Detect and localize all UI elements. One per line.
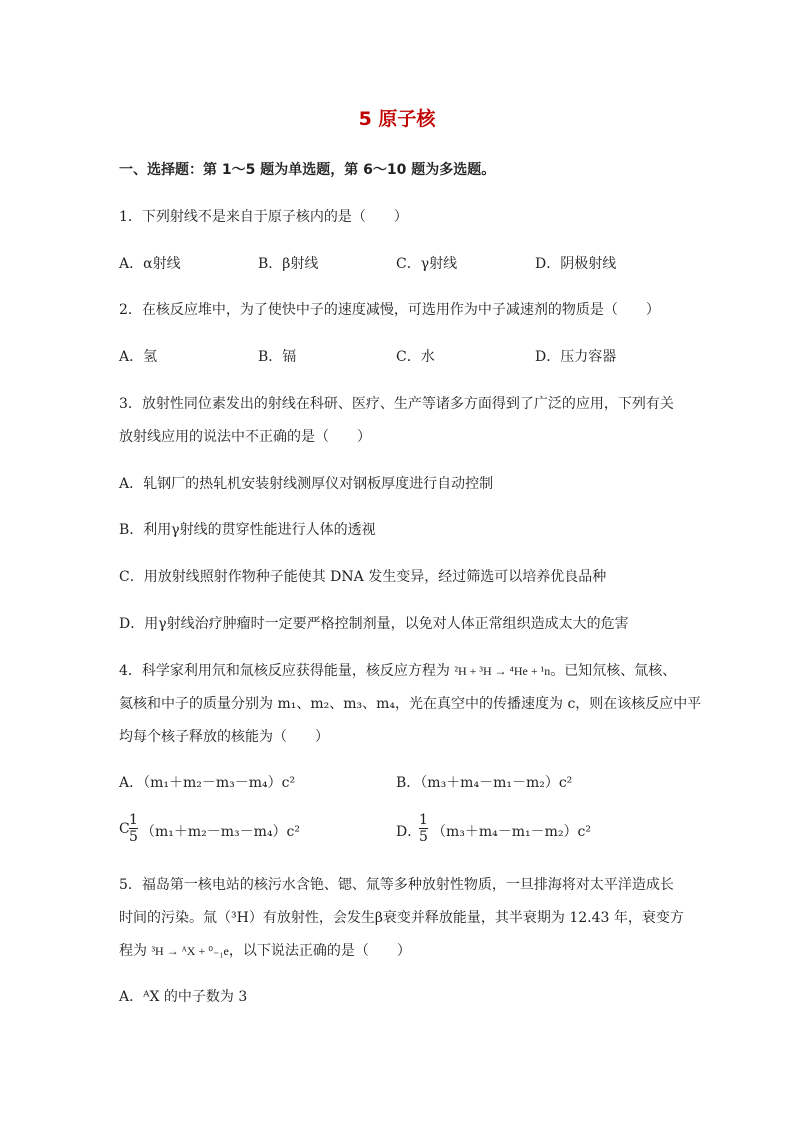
q4-stem-text-a: 4．科学家利用氘和氚核反应获得能量，核反应方程为 — [119, 663, 455, 679]
q5-decay-equation: ³H → ᴬX + ⁰₋₁e — [151, 944, 229, 958]
q3-option-c: C．用放射线照射作物种子能使其 DNA 发生变异，经过筛选可以培养优良品种 — [119, 569, 607, 585]
question-5-stem-line3 — [119, 940, 411, 960]
q2-option-a: A．氢 — [119, 349, 158, 365]
question-3-stem-line2: 放射线应用的说法中不正确的是（ ） — [119, 429, 371, 445]
q4-option-a: A．（m₁＋m₂－m₃－m₄）c² — [119, 775, 296, 791]
q4-option-b: B．（m₃＋m₄－m₁－m₂）c² — [396, 775, 573, 791]
q4-d-frac-denominator: 5 — [419, 829, 428, 845]
question-3-stem-line1: 3．放射性同位素发出的射线在科研、医疗、生产等诸多方面得到了广泛的应用，下列有关 — [119, 396, 674, 412]
q3-option-b: B．利用γ射线的贯穿性能进行人体的透视 — [119, 522, 376, 538]
q4-option-c-label: C — [119, 821, 130, 837]
q4-option-c-expression: （m₁＋m₂－m₃－m₄）c² — [141, 824, 301, 840]
question-2-stem: 2．在核反应堆中，为了使快中子的速度减慢，可选用作为中子减速剂的物质是（ ） — [119, 302, 660, 318]
question-5-stem-line2: 时间的污染。氚（³H）有放射性，会发生β衰变并释放能量，其半衰期为 12.43 年，衰变方 — [119, 910, 684, 926]
q4-c-frac-numerator: 1 — [129, 812, 138, 828]
q2-option-d: D．压力容器 — [535, 349, 617, 365]
q1-option-c: C．γ射线 — [396, 256, 458, 272]
question-4-stem-line2: 氦核和中子的质量分别为 m₁、m₂、m₃、m₄，光在真空中的传播速度为 c，则在该核反应中平 — [119, 696, 702, 712]
section-heading: 一、选择题：第 1～5 题为单选题，第 6～10 题为多选题。 — [119, 162, 496, 178]
q3-option-d: D．用γ射线治疗肿瘤时一定要严格控制剂量，以免对人体正常组织造成太大的危害 — [119, 616, 629, 632]
question-1-stem: 1．下列射线不是来自于原子核内的是（ ） — [119, 209, 408, 225]
q1-option-a: A．α射线 — [119, 256, 181, 272]
q4-option-c-fraction — [129, 812, 138, 845]
q4-d-frac-numerator: 1 — [419, 812, 428, 828]
question-4-stem-line1 — [119, 660, 676, 680]
q5-stem-text-b: ，以下说法正确的是（ ） — [228, 943, 411, 959]
q1-option-d: D．阴极射线 — [535, 256, 617, 272]
page-title: 5 原子核 — [358, 108, 436, 130]
question-4-stem-line3: 均每个核子释放的核能为（ ） — [119, 729, 329, 745]
q4-option-d-expression: （m₃＋m₄－m₁－m₂）c² — [432, 824, 592, 840]
q4-nuclear-equation: ²H + ³H → ⁴He + ¹n — [454, 664, 551, 678]
q4-c-frac-denominator: 5 — [129, 829, 138, 845]
q4-option-d-fraction — [419, 812, 428, 845]
q2-option-b: B．镉 — [258, 349, 297, 365]
question-5-stem-line1: 5．福岛第一核电站的核污水含铯、锶、氚等多种放射性物质，一旦排海将对太平洋造成长 — [119, 877, 674, 893]
q5-option-a: A．ᴬX 的中子数为 3 — [119, 989, 248, 1005]
q1-option-b: B．β射线 — [258, 256, 319, 272]
q3-option-a: A．轧钢厂的热轧机安装射线测厚仪对钢板厚度进行自动控制 — [119, 476, 494, 492]
q4-stem-text-b: 。已知氘核、氚核、 — [550, 663, 677, 679]
q5-stem-text-a: 程为 — [119, 943, 152, 959]
q2-option-c: C．水 — [396, 349, 435, 365]
q4-option-d-label: D． — [396, 824, 422, 840]
